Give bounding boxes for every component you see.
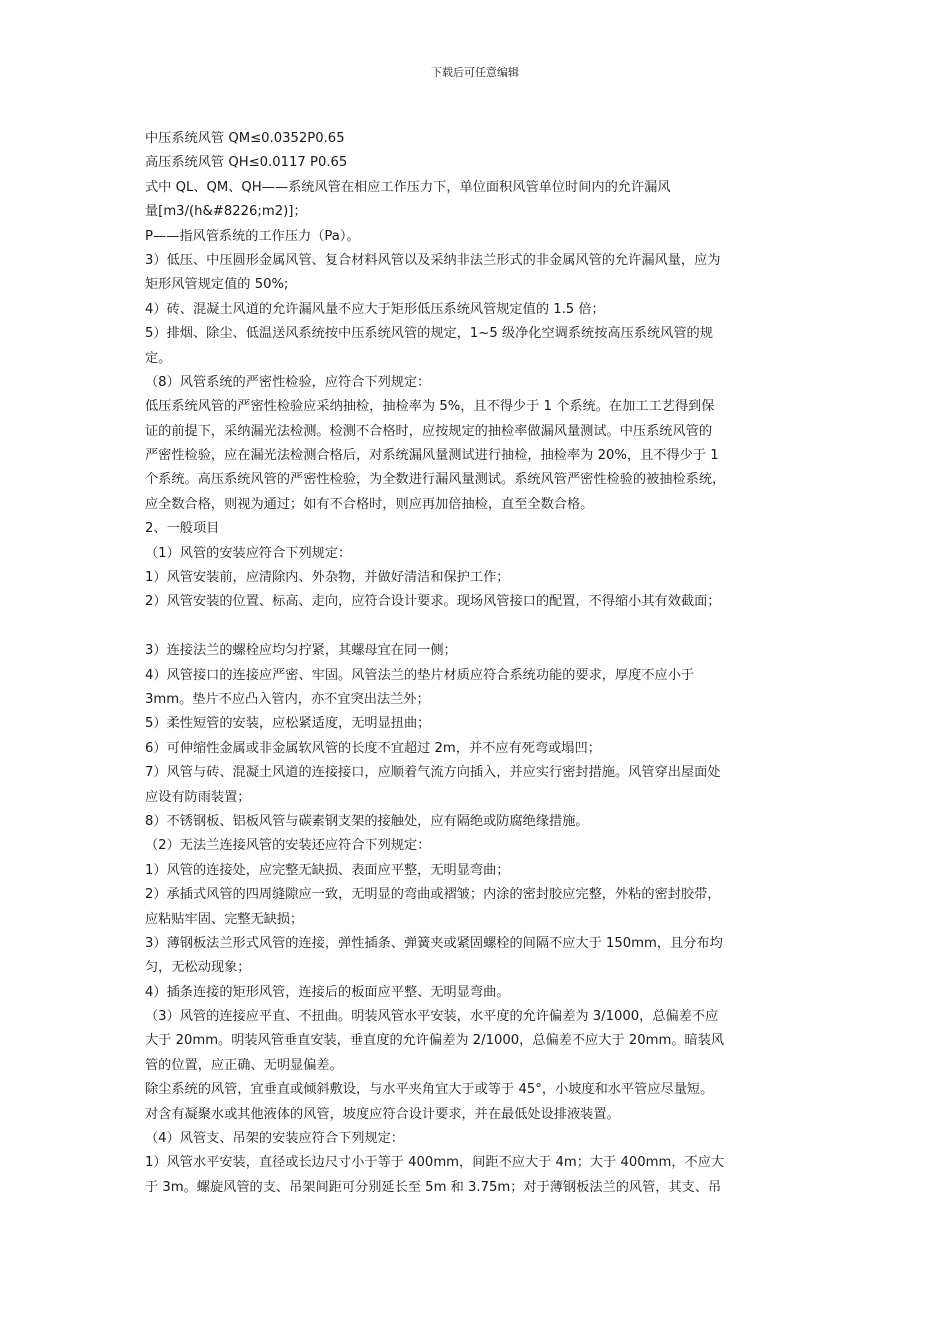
- text-line: （2）无法兰连接风管的安装还应符合下列规定：: [145, 838, 431, 854]
- text-line: 3）薄钢板法兰形式风管的连接，弹性插条、弹簧夹或紧固螺栓的间隔不应大于 150mm，且分布均: [145, 935, 723, 951]
- text-line: 4）插条连接的矩形风管，连接后的板面应平整、无明显弯曲。: [145, 984, 510, 1000]
- text-line: 匀，无松动现象；: [145, 960, 251, 976]
- text-line: 高压系统风管 QH≤0.0117 P0.65: [145, 155, 348, 171]
- text-line: 1）风管的连接处，应完整无缺损、表面应平整，无明显弯曲；: [145, 862, 510, 878]
- text-line: 定。: [145, 350, 172, 366]
- text-line: 4）砖、混凝土风道的允许漏风量不应大于矩形低压系统风管规定值的 1.5 倍；: [145, 301, 605, 317]
- text-line: 个系统。高压系统风管的严密性检验，为全数进行漏风量测试。系统风管严密性检验的被抽检系统，: [145, 472, 726, 488]
- text-line: 低压系统风管的严密性检验应采纳抽检，抽检率为 5%，且不得少于 1 个系统。在加工工艺得到保: [145, 399, 715, 415]
- text-line: 3mm。垫片不应凸入管内，亦不宜突出法兰外；: [145, 691, 430, 707]
- text-line: （3）风管的连接应平直、不扭曲。明装风管水平安装，水平度的允许偏差为 3/1000，总偏差不应: [145, 1009, 719, 1025]
- text-line: 2）风管安装的位置、标高、走向，应符合设计要求。现场风管接口的配置，不得缩小其有效截面；: [145, 594, 721, 610]
- text-line: 4）风管接口的连接应严密、牢固。风管法兰的垫片材质应符合系统功能的要求，厚度不应小于: [145, 667, 695, 683]
- text-line: 3）连接法兰的螺栓应均匀拧紧，其螺母宜在同一侧；: [145, 643, 457, 659]
- text-line: 中压系统风管 QM≤0.0352P0.65: [145, 131, 345, 146]
- text-line: （8）风管系统的严密性检验，应符合下列规定：: [145, 374, 431, 390]
- text-line: 管的位置，应正确、无明显偏差。: [145, 1057, 343, 1073]
- text-line: 3）低压、中压圆形金属风管、复合材料风管以及采纳非法兰形式的非金属风管的允许漏风量，应为: [145, 252, 721, 268]
- text-line: 证的前提下，采纳漏光法检测。检测不合格时，应按规定的抽检率做漏风量测试。中压系统风管的: [145, 423, 713, 439]
- text-line: [145, 615, 812, 639]
- text-line: 应全数合格，则视为通过；如有不合格时，则应再加倍抽检，直至全数合格。: [145, 496, 594, 512]
- text-line: 除尘系统的风管，宜垂直或倾斜敷设，与水平夹角宜大于或等于 45°，小坡度和水平管应尽量短。: [145, 1082, 714, 1098]
- text-line: 2）承插式风管的四周缝隙应一致，无明显的弯曲或褶皱；内涂的密封胶应完整，外粘的密封胶带，: [145, 887, 721, 903]
- text-line: （1）风管的安装应符合下列规定：: [145, 545, 352, 561]
- text-line: P——指风管系统的工作压力（Pa）。: [145, 228, 360, 244]
- text-line: 1）风管水平安装，直径或长边尺寸小于等于 400mm，间距不应大于 4m；大于 400mm，不应大: [145, 1155, 725, 1171]
- page-header: 下载后可任意编辑: [431, 66, 519, 79]
- text-line: 1）风管安装前，应清除内、外杂物，并做好清洁和保护工作；: [145, 570, 510, 586]
- text-line: 矩形风管规定值的 50%;: [145, 277, 289, 293]
- text-line: 对含有凝聚水或其他液体的风管，坡度应符合设计要求，并在最低处设排液装置。: [145, 1106, 620, 1122]
- text-line: 8）不锈钢板、铝板风管与碳素钢支架的接触处，应有隔绝或防腐绝缘措施。: [145, 813, 589, 829]
- text-line: 7）风管与砖、混凝土风道的连接接口，应顺着气流方向插入，并应实行密封措施。风管穿出屋面处: [145, 765, 721, 781]
- text-line: 2、一般项目: [145, 521, 220, 537]
- text-line: （4）风管支、吊架的安装应符合下列规定：: [145, 1131, 404, 1147]
- text-line: 式中 QL、QM、QH——系统风管在相应工作压力下，单位面积风管单位时间内的允许漏风: [145, 179, 671, 195]
- text-line: 6）可伸缩性金属或非金属软风管的长度不宜超过 2m，并不应有死弯或塌凹；: [145, 740, 601, 756]
- text-line: 于 3m。螺旋风管的支、吊架间距可分别延长至 5m 和 3.75m；对于薄钢板法兰的风管，其支、吊: [145, 1179, 722, 1195]
- text-line: 应设有防雨装置；: [145, 789, 251, 805]
- text-line: 5）柔性短管的安装，应松紧适度，无明显扭曲；: [145, 716, 431, 732]
- text-line: 5）排烟、除尘、低温送风系统按中压系统风管的规定，1~5 级净化空调系统按高压系统风管的规: [145, 326, 713, 342]
- text-line: 量[m3/(h&#8226;m2)]；: [145, 204, 307, 220]
- document-body: [145, 127, 812, 1200]
- text-line: 严密性检验，应在漏光法检测合格后，对系统漏风量测试进行抽检，抽检率为 20%，且不得少于 1: [145, 448, 719, 464]
- text-line: 应粘贴牢固、完整无缺损；: [145, 911, 304, 927]
- text-line: 大于 20mm。明装风管垂直安装，垂直度的允许偏差为 2/1000，总偏差不应大于 20mm。暗装风: [145, 1033, 725, 1049]
